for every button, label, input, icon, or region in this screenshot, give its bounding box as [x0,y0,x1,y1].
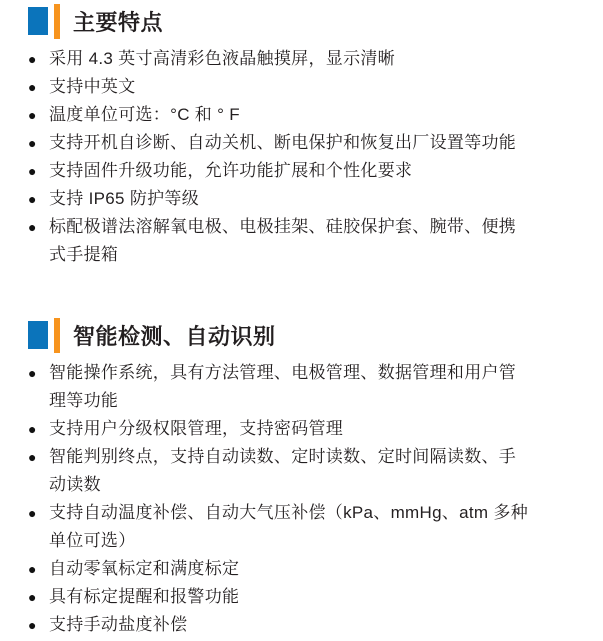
blue-square-icon [28,7,48,35]
list-item [28,129,531,157]
bullet-icon: ● [28,163,37,179]
list-item [28,101,531,129]
bullet-icon: ● [28,107,37,123]
bullet-icon: ● [28,365,37,381]
list-item-text: 支持固件升级功能，允许功能扩展和个性化要求 [49,161,413,180]
section-spacer [28,269,583,317]
bullet-icon: ● [28,51,37,67]
list-item-text: 支持开机自诊断、自动关机、断电保护和恢复出厂设置等功能 [49,133,517,152]
bullet-icon: ● [28,135,37,151]
section-title-smart-detection: 智能检测、自动识别 [73,323,276,349]
section-header-main-features [28,3,583,39]
list-item [28,415,531,443]
list-item-text: 温度单位可选：°C 和 ° F [49,105,240,124]
list-item [28,213,531,269]
section-title-main-features: 主要特点 [73,9,164,35]
section-smart-detection [28,317,583,639]
blue-square-icon [28,321,48,349]
list-item [28,45,531,73]
bullet-icon: ● [28,219,37,235]
bullet-icon: ● [28,589,37,605]
list-item [28,611,531,639]
bullet-icon: ● [28,561,37,577]
list-item-text: 智能判别终点，支持自动读数、定时读数、定时间隔读数、手动读数 [49,447,517,494]
bullet-icon: ● [28,505,37,521]
list-item-text: 支持 IP65 防护等级 [49,189,200,208]
list-item [28,583,531,611]
list-item-text: 自动零氧标定和满度标定 [49,559,240,578]
bullet-icon: ● [28,191,37,207]
orange-bar-icon [54,318,60,353]
list-item-text: 支持自动温度补偿、自动大气压补偿（kPa、mmHg、atm 多种单位可选） [49,503,529,550]
bullet-icon: ● [28,617,37,633]
list-item-text: 标配极谱法溶解氧电极、电极挂架、硅胶保护套、腕带、便携式手提箱 [49,217,517,264]
bullet-icon: ● [28,449,37,465]
section-header-smart-detection [28,317,583,353]
list-item [28,185,531,213]
orange-bar-icon [54,4,60,39]
list-item [28,157,531,185]
list-item-text: 支持用户分级权限管理，支持密码管理 [49,419,344,438]
list-item [28,555,531,583]
main-features-list [28,45,583,269]
list-item [28,73,531,101]
smart-detection-list [28,359,583,639]
section-main-features [28,3,583,269]
list-item-text: 具有标定提醒和报警功能 [49,587,240,606]
list-item-text: 支持手动盐度补偿 [49,615,188,634]
list-item [28,359,531,415]
bullet-icon: ● [28,421,37,437]
bullet-icon: ● [28,79,37,95]
list-item [28,499,531,555]
list-item [28,443,531,499]
list-item-text: 采用 4.3 英寸高清彩色液晶触摸屏，显示清晰 [49,49,395,68]
list-item-text: 支持中英文 [49,77,136,96]
list-item-text: 智能操作系统，具有方法管理、电极管理、数据管理和用户管理等功能 [49,363,517,410]
